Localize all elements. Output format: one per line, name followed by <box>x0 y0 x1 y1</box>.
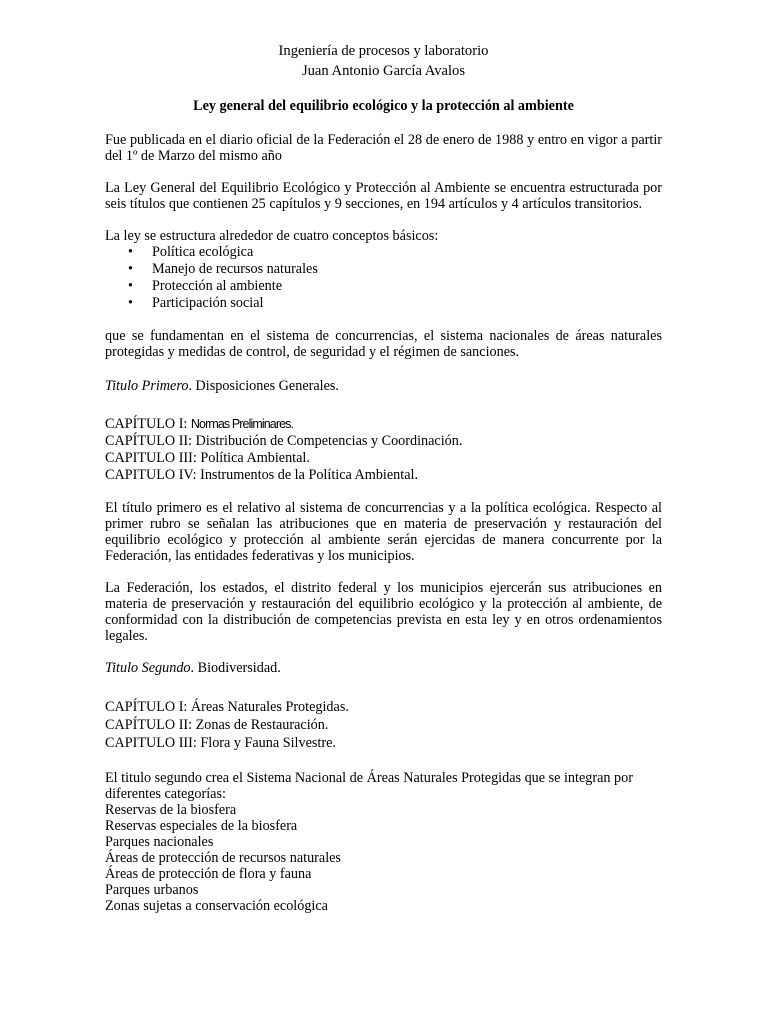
capitulo-item: CAPÍTULO II: Distribución de Competencias y Coordinación. <box>105 433 463 449</box>
paragraph-foundations: que se fundamentan en el sistema de concurrencias, el sistema nacionales de áreas naturales protegidas y medidas de control, de seguridad y el régimen de sanciones. <box>105 328 662 360</box>
paragraph-federacion: La Federación, los estados, el distrito federal y los municipios ejercerán sus atribuciones en materia de preservación y restauración del equilibrio ecológico y la protección al ambiente, de conformidad con la distribución de competencias prevista en esta ley y en otros ordenamientos legales. <box>105 580 662 644</box>
titulo-primero-name: . Disposiciones Generales. <box>188 378 339 394</box>
bullet-icon: • <box>128 261 133 277</box>
capitulo-item: CAPÍTULO I: Normas Preliminares. <box>105 416 294 432</box>
paragraph-concepts-intro: La ley se estructura alrededor de cuatro conceptos básicos: <box>105 228 439 244</box>
section-heading-titulo-segundo <box>105 660 662 676</box>
bullet-icon: • <box>128 244 133 260</box>
document-title: Ley general del equilibrio ecológico y la protección al ambiente <box>193 98 574 114</box>
list-item: Reservas especiales de la biosfera <box>105 818 298 834</box>
concepts-list <box>105 244 662 312</box>
titulo-segundo-label: Titulo Segundo <box>105 660 191 676</box>
list-item: • Protección al ambiente <box>128 278 283 294</box>
capitulo-item: CAPITULO III: Flora y Fauna Silvestre. <box>105 735 336 751</box>
titulo-segundo-name: . Biodiversidad. <box>190 660 281 676</box>
list-item: • Manejo de recursos naturales <box>128 261 318 277</box>
list-item: Zonas sujetas a conservación ecológica <box>105 898 328 914</box>
capitulos-segundo-list <box>105 698 662 752</box>
capitulo-item: CAPÍTULO II: Zonas de Restauración. <box>105 717 329 733</box>
paragraph-titulo-primero: El título primero es el relativo al sistema de concurrencias y a la política ecológica. Respecto al primer rubro se señalan las atribuciones que en materia de preservación y restauración del equilibrio ecológico y protección al ambiente serán ejercidas de manera concurrente por la Federación, las entidades federativas y los municipios. <box>105 500 662 564</box>
bullet-icon: • <box>128 295 133 311</box>
titulo-primero-label: Titulo Primero <box>105 378 189 394</box>
document-subject: Ingeniería de procesos y laboratorio <box>278 43 489 59</box>
capitulos-primero-list <box>105 416 662 484</box>
document-page <box>105 41 662 914</box>
document-author: Juan Antonio García Avalos <box>301 63 466 79</box>
list-item: Parques urbanos <box>105 882 199 898</box>
capitulo-item: CAPÍTULO I: Áreas Naturales Protegidas. <box>105 699 349 715</box>
categorias-list <box>105 802 662 914</box>
bullet-icon: • <box>128 278 133 294</box>
list-item: Áreas de protección de recursos naturales <box>105 850 341 866</box>
list-item: Parques nacionales <box>105 834 214 850</box>
section-heading-titulo-primero <box>105 378 662 394</box>
capitulo-item: CAPITULO IV: Instrumentos de la Política Ambiental. <box>105 467 418 483</box>
list-item: Reservas de la biosfera <box>105 802 237 818</box>
list-item: • Participación social <box>128 295 264 311</box>
paragraph-structure: La Ley General del Equilibrio Ecológico y Protección al Ambiente se encuentra estructurada por seis títulos que contienen 25 capítulos y 9 secciones, en 194 artículos y 4 artículos transitorios. <box>105 180 662 212</box>
paragraph-titulo-segundo: El titulo segundo crea el Sistema Nacional de Áreas Naturales Protegidas que se integran por diferentes categorías: <box>105 770 633 802</box>
paragraph-publication: Fue publicada en el diario oficial de la Federación el 28 de enero de 1988 y entro en vigor a partir del 1º de Marzo del mismo año <box>105 132 662 164</box>
list-item: • Política ecológica <box>128 244 254 260</box>
capitulo-item: CAPITULO III: Política Ambiental. <box>105 450 310 466</box>
list-item: Áreas de protección de flora y fauna <box>105 866 312 882</box>
